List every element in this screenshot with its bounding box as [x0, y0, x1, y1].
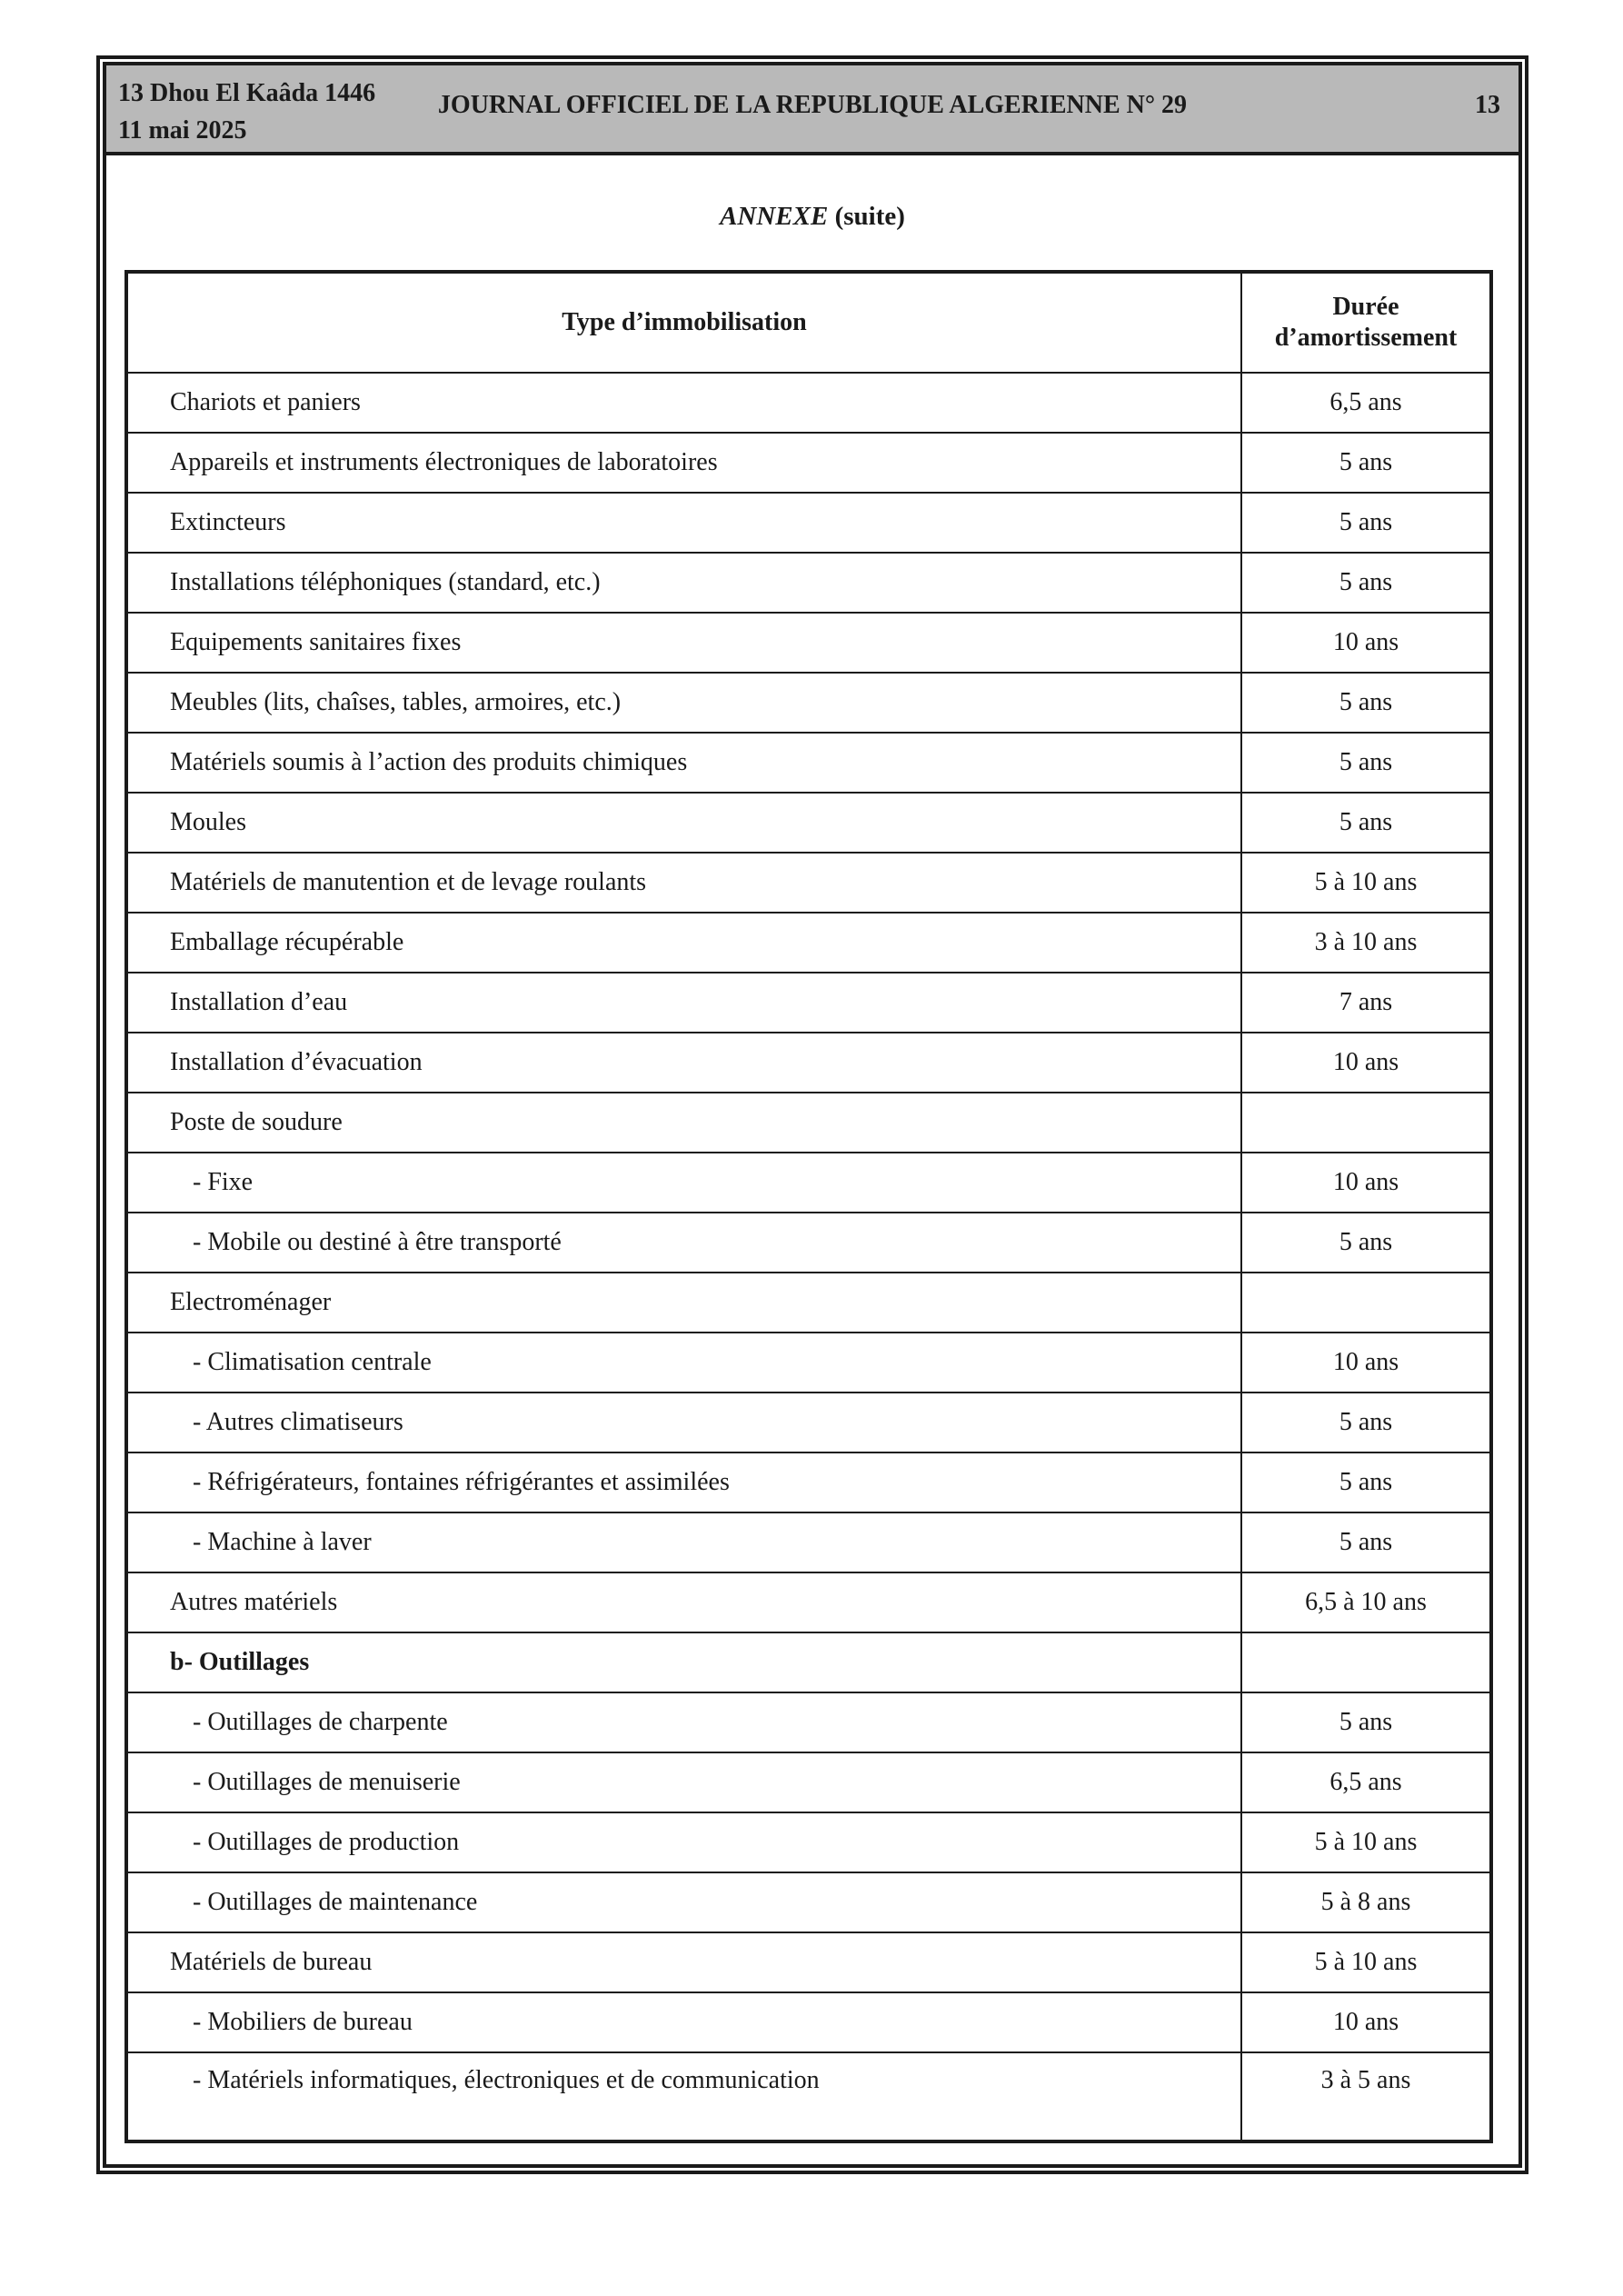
- cell-duree: 5 ans: [1241, 1213, 1491, 1273]
- cell-type: - Climatisation centrale: [126, 1333, 1241, 1393]
- cell-duree: 5 ans: [1241, 553, 1491, 613]
- cell-type: Extincteurs: [126, 493, 1241, 553]
- table-body: [126, 373, 1491, 2141]
- cell-duree: 5 ans: [1241, 1393, 1491, 1452]
- table-header-row: [126, 272, 1491, 373]
- table-row: [126, 1812, 1491, 1872]
- table-row: [126, 1213, 1491, 1273]
- journal-title: JOURNAL OFFICIEL DE LA REPUBLIQUE ALGERIENNE N° 29: [437, 91, 1188, 119]
- table-row: [126, 733, 1491, 793]
- cell-type: Poste de soudure: [126, 1093, 1241, 1153]
- cell-duree: 10 ans: [1241, 1033, 1491, 1093]
- table-row: [126, 1692, 1491, 1752]
- cell-type: Chariots et paniers: [126, 373, 1241, 433]
- cell-duree: 5 à 10 ans: [1241, 1812, 1491, 1872]
- cell-type: Installations téléphoniques (standard, etc.): [126, 553, 1241, 613]
- header-duree: [1241, 272, 1491, 373]
- table-row: [126, 1333, 1491, 1393]
- cell-duree: 5 à 10 ans: [1241, 853, 1491, 913]
- cell-type: Appareils et instruments électroniques de laboratoires: [126, 433, 1241, 493]
- table-row: [126, 673, 1491, 733]
- cell-duree: 10 ans: [1241, 1992, 1491, 2052]
- table-row: [126, 1273, 1491, 1333]
- cell-duree: 10 ans: [1241, 1333, 1491, 1393]
- cell-duree: 7 ans: [1241, 973, 1491, 1033]
- gregorian-date: 11 mai 2025: [118, 116, 247, 145]
- cell-duree: 5 ans: [1241, 733, 1491, 793]
- cell-duree: 3 à 5 ans: [1241, 2052, 1491, 2141]
- cell-type: Matériels soumis à l’action des produits chimiques: [126, 733, 1241, 793]
- table-row: [126, 973, 1491, 1033]
- cell-type: Electroménager: [126, 1273, 1241, 1333]
- table-row: [126, 1632, 1491, 1692]
- cell-type: - Mobile ou destiné à être transporté: [126, 1213, 1241, 1273]
- cell-type: - Fixe: [126, 1153, 1241, 1213]
- cell-duree: 5 ans: [1241, 673, 1491, 733]
- table-row: [126, 853, 1491, 913]
- table-row: [126, 1033, 1491, 1093]
- depreciation-table: [124, 270, 1493, 2143]
- cell-duree: 5 ans: [1241, 1452, 1491, 1512]
- cell-duree: 5 ans: [1241, 433, 1491, 493]
- annexe-label: ANNEXE: [720, 202, 829, 231]
- cell-type: Matériels de bureau: [126, 1932, 1241, 1992]
- table-row: [126, 793, 1491, 853]
- table-row: [126, 1932, 1491, 1992]
- cell-duree: 10 ans: [1241, 1153, 1491, 1213]
- table-row: [126, 1393, 1491, 1452]
- cell-type: Equipements sanitaires fixes: [126, 613, 1241, 673]
- cell-type: - Outillages de charpente: [126, 1692, 1241, 1752]
- cell-type: Moules: [126, 793, 1241, 853]
- cell-duree: 5 ans: [1241, 493, 1491, 553]
- hijri-date: 13 Dhou El Kaâda 1446: [118, 79, 376, 107]
- journal-header: [106, 65, 1518, 155]
- table-row: [126, 613, 1491, 673]
- header-duree-line2: d’amortissement: [1274, 324, 1458, 352]
- table-row: [126, 373, 1491, 433]
- table-row: [126, 1452, 1491, 1512]
- cell-duree: 10 ans: [1241, 613, 1491, 673]
- cell-type: - Machine à laver: [126, 1512, 1241, 1572]
- cell-type: - Outillages de maintenance: [126, 1872, 1241, 1932]
- cell-duree: 5 à 10 ans: [1241, 1932, 1491, 1992]
- cell-duree: 5 à 8 ans: [1241, 1872, 1491, 1932]
- header-duree-line1: Durée: [1332, 293, 1399, 321]
- cell-duree: 6,5 ans: [1241, 1752, 1491, 1812]
- table-row: [126, 553, 1491, 613]
- cell-duree: [1241, 1093, 1491, 1153]
- cell-type: Matériels de manutention et de levage roulants: [126, 853, 1241, 913]
- page-frame: [96, 55, 1528, 2174]
- cell-type: - Réfrigérateurs, fontaines réfrigérantes et assimilées: [126, 1452, 1241, 1512]
- cell-type: - Matériels informatiques, électroniques et de communication: [126, 2052, 1241, 2141]
- cell-duree: [1241, 1632, 1491, 1692]
- cell-duree: 5 ans: [1241, 793, 1491, 853]
- table-row: [126, 2052, 1491, 2141]
- cell-type: Autres matériels: [126, 1572, 1241, 1632]
- table-row: [126, 1992, 1491, 2052]
- table-row: [126, 493, 1491, 553]
- cell-duree: 5 ans: [1241, 1692, 1491, 1752]
- page-number: 13: [1475, 91, 1500, 119]
- cell-type: Meubles (lits, chaîses, tables, armoires, etc.): [126, 673, 1241, 733]
- cell-duree: 3 à 10 ans: [1241, 913, 1491, 973]
- cell-type: - Mobiliers de bureau: [126, 1992, 1241, 2052]
- table-row: [126, 1153, 1491, 1213]
- cell-duree: 6,5 à 10 ans: [1241, 1572, 1491, 1632]
- page-inner-frame: [103, 62, 1522, 2168]
- cell-type: Emballage récupérable: [126, 913, 1241, 973]
- table-row: [126, 1572, 1491, 1632]
- cell-type: - Outillages de menuiserie: [126, 1752, 1241, 1812]
- table-row: [126, 1093, 1491, 1153]
- annexe-suffix: (suite): [834, 202, 905, 231]
- cell-duree: [1241, 1273, 1491, 1333]
- table-row: [126, 1512, 1491, 1572]
- table-row: [126, 1872, 1491, 1932]
- cell-type: - Autres climatiseurs: [126, 1393, 1241, 1452]
- table-row: [126, 1752, 1491, 1812]
- annexe-title: [106, 202, 1518, 232]
- cell-duree: 6,5 ans: [1241, 373, 1491, 433]
- cell-type: Installation d’évacuation: [126, 1033, 1241, 1093]
- table-row: [126, 433, 1491, 493]
- cell-type: - Outillages de production: [126, 1812, 1241, 1872]
- header-type: Type d’immobilisation: [126, 272, 1241, 373]
- cell-duree: 5 ans: [1241, 1512, 1491, 1572]
- cell-type: Installation d’eau: [126, 973, 1241, 1033]
- cell-type: b- Outillages: [126, 1632, 1241, 1692]
- table-row: [126, 913, 1491, 973]
